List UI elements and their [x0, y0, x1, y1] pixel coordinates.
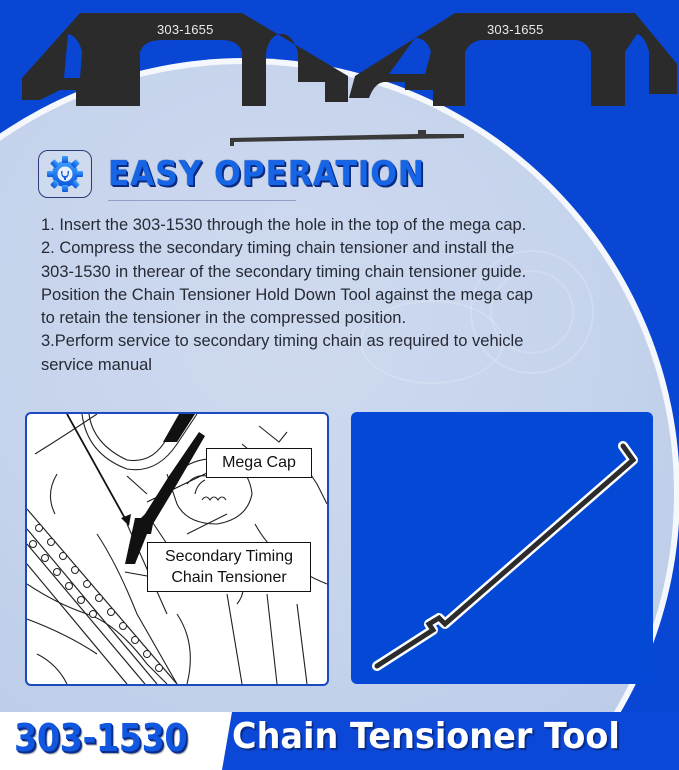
product-image-panel	[351, 412, 653, 684]
plate-part-number: 303-1655	[487, 22, 544, 37]
gear-wrench-icon	[38, 150, 92, 198]
section-heading	[38, 150, 453, 198]
instruction-line: to retain the tensioner in the compressed position.	[41, 309, 407, 328]
callout-label-line1: Secondary Timing	[164, 548, 294, 565]
instruction-line: 2. Compress the secondary timing chain tensioner and install the	[41, 239, 515, 258]
chain-tensioner-rod-image	[351, 412, 653, 684]
product-title: Chain Tensioner Tool	[232, 716, 620, 757]
instruction-line: service manual	[41, 355, 152, 374]
heading-divider	[108, 200, 296, 201]
instruction-line: 3.Perform service to secondary timing chain as required to vehicle	[41, 332, 524, 351]
chain-tensioner-rod-image	[228, 124, 468, 152]
section-title: EASY OPERATION	[108, 154, 426, 194]
spacer-plate-right	[345, 8, 679, 108]
instruction-line: Position the Chain Tensioner Hold Down Tool against the mega cap	[41, 285, 533, 304]
instruction-line: 303-1530 in therear of the secondary timing chain tensioner guide.	[41, 262, 527, 281]
callout-label-line2: Chain Tensioner	[171, 569, 287, 586]
callout-label: Mega Cap	[222, 454, 296, 471]
spacer-plate-left	[20, 8, 350, 108]
installation-diagram	[25, 412, 329, 686]
plate-part-number: 303-1655	[157, 22, 214, 37]
callout-mega-cap	[206, 448, 312, 478]
part-number-title: 303-1530	[14, 716, 188, 760]
instruction-line: 1. Insert the 303-1530 through the hole in the top of the mega cap.	[41, 216, 527, 234]
instructions-list	[41, 214, 641, 377]
callout-secondary-timing-chain-tensioner	[147, 542, 311, 592]
